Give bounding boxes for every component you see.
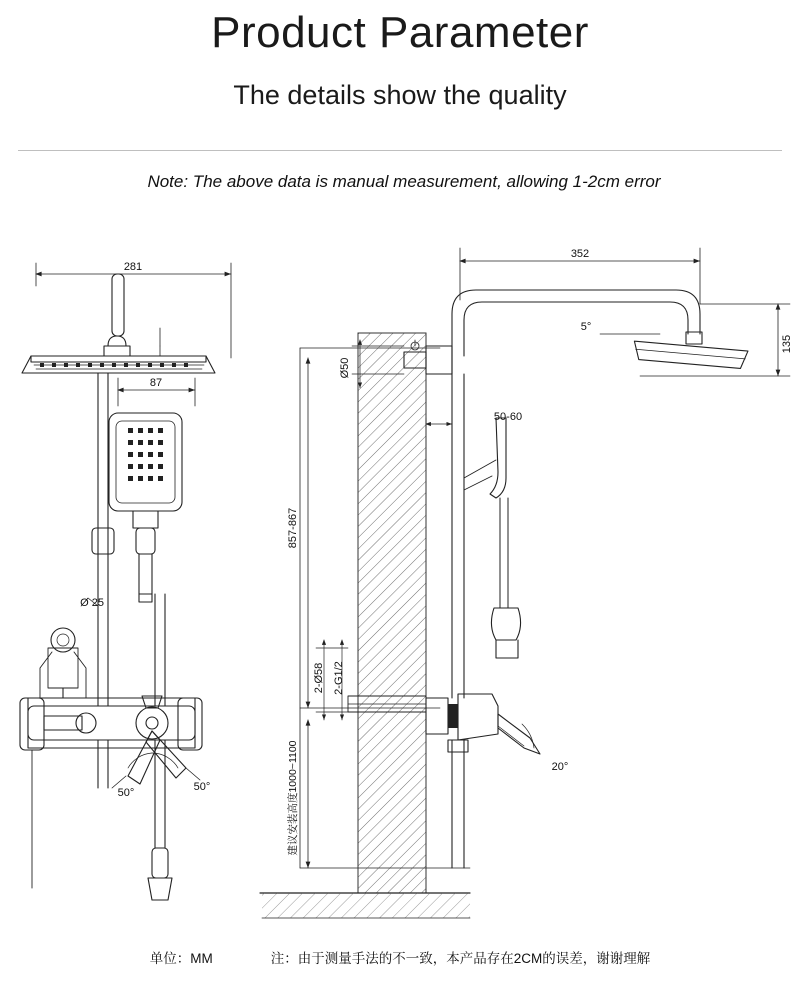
dim-overall-width: 281 [123,261,143,273]
angle-right: 50° [193,781,211,793]
page-title: Product Parameter [211,8,589,57]
angle-left: 50° [117,787,135,799]
dim-arm-length: 352 [570,248,590,260]
angle-head-tilt: 5° [580,321,592,333]
technical-drawing [0,228,800,928]
dim-pipe-diameter: Ø 25 [80,597,104,609]
dim-inlet-diameter: Ø50 [339,357,351,379]
measurement-note: Note: The above data is manual measurement, allowing 1-2cm error [147,172,661,191]
dim-arm-height: 135 [781,334,793,354]
page-subtitle: The details show the quality [233,80,567,110]
dim-mounting-height: 建议安装高度1000~1100 [287,740,299,856]
dim-thread: 2-G1/2 [333,661,345,695]
footer-remark: 注：由于测量手法的不一致，本产品存在2CM的误差，谢谢理解 [270,951,651,966]
dim-total-height: 857-867 [287,507,299,549]
dim-handshower-offset: 87 [149,377,163,389]
footer [0,947,800,967]
footer-unit: 单位：MM [149,951,213,966]
dim-inlet-spacing: 2-Ø58 [313,662,325,694]
angle-spout: 20° [551,761,569,773]
header-divider [18,150,782,151]
dim-wall-clearance: 50-60 [493,411,523,423]
